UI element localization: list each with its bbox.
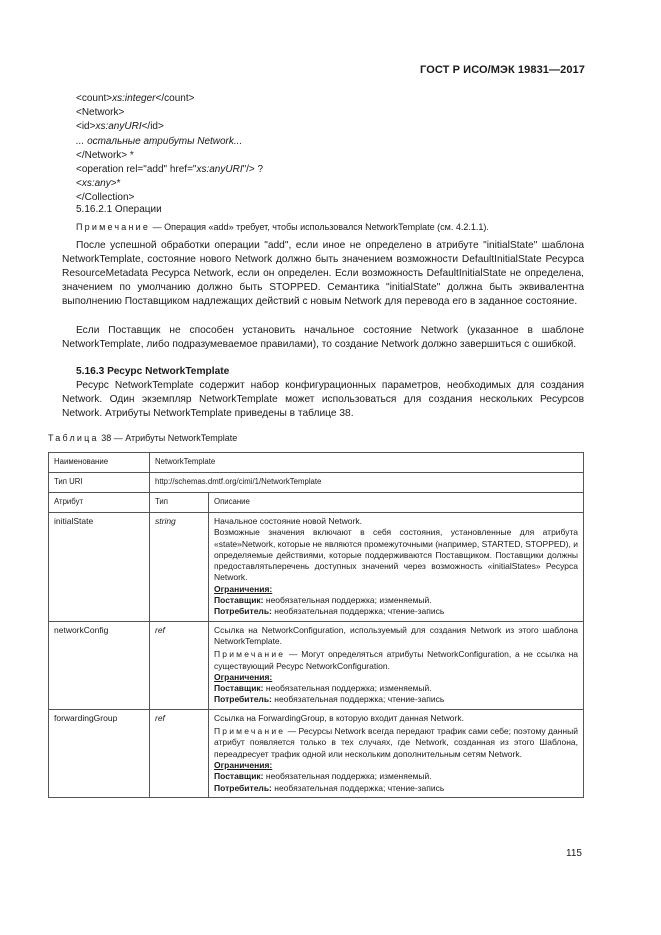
code-line: <count>xs:integer</count> — [76, 93, 195, 104]
table-header-row: Атрибут Тип Описание — [49, 493, 584, 513]
table-row: networkConfig ref Ссылка на NetworkConfiguration, используемый для создания Network из этого шаблона NetworkTemplate. Примечание — Могут определяться атрибуты NetworkConfiguration, а не ссылка на существующий Ресурс NetworkConfiguration. Ограничения: Поставщик: необязательная поддержка; изменяемый. Потребитель: необязательная поддержка; чтение-запись — [49, 621, 584, 709]
code-line: <operation rel="add" href="xs:anyURI"/> ? — [76, 164, 264, 176]
paragraph-add-operation: После успешной обработки операции "add", если иное не определено в атрибуте "initialState" шаблона NetworkTemplate, состояние нового Network должно быть значением возможности DefaultInitialState Ресурса ResourceMetadata Ресурса Network, если он определен. Если возможность DefaultInitialState не определена, значением по умолчанию должно быть STOPPED. Семантика "initialState" должна быть эквивалентна выполнению Поставщиком надлежащих действий с новым Network для перевода его в заданное состояние. — [62, 240, 584, 308]
page-number: 115 — [566, 848, 582, 859]
code-line: </Network> * — [76, 149, 134, 161]
section-heading: 5.16.3 Ресурс NetworkTemplate — [76, 366, 230, 377]
table-row-name: Наименование NetworkTemplate — [49, 453, 584, 473]
code-line: <xs:any>* — [76, 178, 121, 190]
code-line: <id>xs:anyURI</id> — [76, 121, 164, 133]
document-header: ГОСТ Р ИСО/МЭК 19831—2017 — [420, 64, 585, 76]
note-text: — Операция «add» требует, чтобы использовался NetworkTemplate (см. 4.2.1.1). — [150, 222, 489, 232]
code-line: </Collection> — [76, 192, 135, 204]
paragraph-error: Если Поставщик не способен установить начальное состояние Network (указанное в шаблоне NetworkTemplate, либо подразумеваемое правилами), то создание Network должно завершиться с ошибкой. — [62, 325, 584, 351]
attributes-table — [48, 452, 584, 798]
table-row: initialState string Начальное состояние новой Network. Возможные значения включают в себя состояния, установленные для атрибута «state»Network, которые не являются промежуточными (например, STARTED, STOPPED), и определяемые действиями, которые поддерживаются Поставщиком. Поставщики должны предоставлятьперечень доступных значений через возможность «initialStates» Ресурса Network. Ограничения: Поставщик: необязательная поддержка; изменяемый. Потребитель: необязательная поддержка; чтение-запись — [49, 513, 584, 622]
paragraph-network-template: Ресурс NetworkTemplate содержит набор конфигурационных параметров, необходимых для создания Network. Один экземпляр NetworkTemplate может использоваться для создания нескольких Ресурсов Network. Атрибуты NetworkTemplate приведены в таблице 38. — [62, 380, 584, 420]
subsection-heading: 5.16.2.1 Операции — [76, 204, 162, 215]
note-operation — [76, 222, 584, 232]
code-line: ... остальные атрибуты Network... — [76, 135, 243, 147]
note-label: Примечание — [76, 222, 151, 232]
code-block — [76, 92, 263, 206]
table-row-uri: Тип URI http://schemas.dmtf.org/cimi/1/NetworkTemplate — [49, 473, 584, 493]
table-row: forwardingGroup ref Ссылка на ForwardingGroup, в которую входит данная Network. Примечание — Ресурсы Network всегда передают трафик сами себе; поэтому данный атрибут появляется только в тех случаях, где Network, созданная из этого Шаблона, переадресует трафик одной или нескольким дополнительным сетям Network. Ограничения: Поставщик: необязательная поддержка; изменяемый. Потребитель: необязательная поддержка; чтение-запись — [49, 709, 584, 797]
table-caption: Таблица 38 — Атрибуты NetworkTemplate — [48, 433, 238, 443]
code-line: <Network> — [76, 107, 125, 119]
